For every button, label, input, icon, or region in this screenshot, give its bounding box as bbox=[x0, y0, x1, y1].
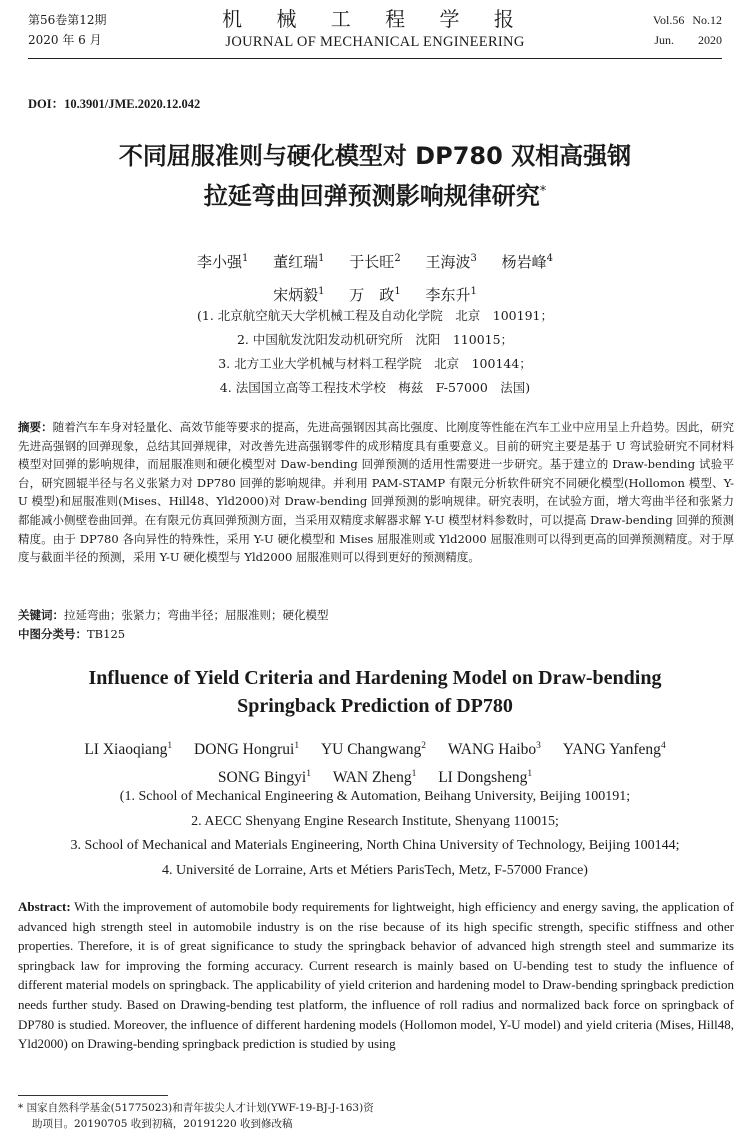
journal-name-en: JOURNAL OF MECHANICAL ENGINEERING bbox=[225, 34, 525, 50]
author-en: SONG Bingyi$^1$ bbox=[217, 769, 311, 787]
abstract-en-label: Abstract: bbox=[18, 899, 71, 914]
year-en: 2020 bbox=[698, 33, 722, 47]
author-en: LI Xiaoqiang$^1$ bbox=[84, 741, 173, 759]
title-en-line2: Springback Prediction of DP780 bbox=[237, 695, 513, 717]
month-en: Jun. bbox=[654, 33, 674, 47]
author-en: WAN Zheng$^1$ bbox=[332, 769, 417, 787]
author-cn: 万 政$^1$ bbox=[349, 286, 401, 304]
title-cn-line1: 不同屈服准则与硬化模型对 DP780 双相高强钢 bbox=[118, 142, 632, 170]
header-right bbox=[645, 10, 722, 50]
footnote-mark: * bbox=[18, 1102, 24, 1114]
title-footnote-mark: * bbox=[539, 184, 547, 199]
author-cn: 宋炳毅$^1$ bbox=[273, 286, 325, 304]
affiliation-cn: (1. 北京航空航天大学机械工程及自动化学院 北京 100191； bbox=[197, 308, 553, 323]
affiliation-en: 3. School of Mechanical and Materials Engineering, North China University of Technology, Beijing 100144; bbox=[70, 838, 680, 853]
affiliation-cn: 2. 中国航发沈阳发动机研究所 沈阳 110015； bbox=[236, 332, 514, 347]
author-en: WANG Haibo$^3$ bbox=[447, 741, 541, 759]
abstract-cn bbox=[18, 418, 734, 567]
author-en: YANG Yanfeng$^4$ bbox=[562, 741, 666, 759]
title-cn-line2: 拉延弯曲回弹预测影响规律研究 bbox=[203, 182, 540, 210]
title-en bbox=[0, 664, 750, 720]
classification-cn-label: 中图分类号： bbox=[18, 627, 87, 641]
classification-cn-text: TB125 bbox=[87, 627, 126, 641]
abstract-cn-label: 摘要： bbox=[18, 420, 53, 434]
author-en: YU Changwang$^2$ bbox=[320, 741, 427, 759]
classification-cn bbox=[18, 625, 734, 644]
volume-en: Vol.56 bbox=[652, 13, 685, 27]
keywords-cn bbox=[18, 606, 734, 625]
author-cn: 李东升$^1$ bbox=[425, 286, 477, 304]
footnote bbox=[18, 1100, 734, 1132]
authors-en bbox=[0, 734, 750, 790]
title-en-line1: Influence of Yield Criteria and Hardening Model on Draw-bending bbox=[88, 667, 662, 689]
authors-cn bbox=[0, 244, 750, 310]
volume-issue-cn: 第56卷第12期 bbox=[28, 13, 107, 27]
footnote-divider bbox=[18, 1095, 168, 1096]
keywords-cn-label: 关键词： bbox=[18, 608, 64, 622]
author-cn: 李小强$^1$ bbox=[196, 253, 249, 271]
author-cn: 于长旺$^2$ bbox=[349, 253, 401, 271]
affiliation-en: (1. School of Mechanical Engineering & Automation, Beihang University, Beijing 100191; bbox=[119, 789, 631, 804]
authors-en-row1 bbox=[0, 734, 750, 762]
affiliation-en: 4. Université de Lorraine, Arts et Métiers ParisTech, Metz, F-57000 France) bbox=[162, 862, 588, 878]
issue-en: No.12 bbox=[692, 13, 722, 27]
author-cn: 杨岩峰$^4$ bbox=[501, 253, 554, 271]
authors-cn-row1 bbox=[0, 244, 750, 277]
footnote-line1: 国家自然科学基金(51775023)和青年拔尖人才计划(YWF-19-BJ-J-163)资 bbox=[26, 1102, 374, 1114]
affiliations-en bbox=[0, 785, 750, 883]
journal-name-cn: 机 械 工 程 学 报 bbox=[222, 7, 528, 31]
keywords-cn-text: 拉延弯曲；张紧力；弯曲半径；屈服准则；硬化模型 bbox=[64, 608, 329, 622]
author-cn: 董红瑞$^1$ bbox=[273, 253, 325, 271]
author-en: DONG Hongrui$^1$ bbox=[194, 741, 300, 759]
abstract-en bbox=[18, 897, 734, 1054]
abstract-en-text: With the improvement of automobile body requirements for lightweight, high efficiency and energy saving, the application of advanced high strength steel in automobile industry is on the rise because of its high specific strength, specific stiffness and other properties. Therefore, it is of great significance to study the springback behavior of advanced high strength steel and summarize its springback law for improving the forming accuracy. Current research is mainly based on U-bending test to study the influence of different material models on springback. The applicability of yield criterion and hardening model to Draw-bending springback prediction needs further study. Based on Drawing-bending test platform, the influence of roll radius and normalized back force on springback of DP780 is studied. Moreover, the influence of different hardening models (Hollomon model, Y-U model) and yield criteria (Mises, Hill48, Yld2000) on Drawing-bending springback prediction is studied by using bbox=[18, 899, 734, 1052]
header-left bbox=[28, 10, 107, 50]
affiliations-cn bbox=[0, 304, 750, 400]
header-center bbox=[178, 6, 572, 52]
title-cn bbox=[0, 136, 750, 216]
journal-header bbox=[28, 6, 722, 59]
author-cn: 王海波$^3$ bbox=[425, 253, 477, 271]
author-en: LI Dongsheng$^1$ bbox=[438, 769, 533, 787]
abstract-cn-text: 随着汽车车身对轻量化、高效节能等要求的提高，先进高强钢因其高比强度、比刚度等性能在汽车工业中应用呈上升趋势。因此，研究先进高强钢的回弹现象，总结其回弹规律，对改善先进高强钢零件的成形精度具有重要意义。目前的研究主要是基于 U 弯试验研究不同材料模型对回弹的影响规律，而屈服准则和硬化模型对 Daw-bending 回弹预测的适用性需要进一步研究。基于建立的 Draw-bending 试验平台，研究圆辊半径与名义张紧力对 DP780 回弹的影响规律。并利用 PAM-STAMP 有限元分析软件研究不同硬化模型(Hollomon 模型、Y-U 模型)和屈服准则(Mises、Hill48、Yld2000)对 Draw-bending 回弹预测的影响规律。研究表明，在试验方面，增大弯曲半径和张紧力都能减小侧壁卷曲回弹。在有限元仿真回弹预测方面，当采用双精度求解器求解 Y-U 模型材料参数时，可以提高 Draw-bending 回弹的预测精度。由于 DP780 各向异性的特殊性，采用 Y-U 硬化模型和 Mises 屈服准则或 Yld2000 屈服准则可以得到更高的回弹预测精度。对于厚度与截面半径的预测，采用 Y-U 硬化模型与 Yld2000 屈服准则可以得到更好的预测精度。 bbox=[18, 420, 735, 565]
date-cn: 2020 年 6 月 bbox=[28, 33, 102, 47]
affiliation-en: 2. AECC Shenyang Engine Research Institute, Shenyang 110015; bbox=[191, 813, 559, 829]
footnote-line2: 助项目。20190705 收到初稿，20191220 收到修改稿 bbox=[32, 1118, 293, 1130]
affiliation-cn: 3. 北方工业大学机械与材料工程学院 北京 100144； bbox=[218, 356, 532, 371]
affiliation-cn: 4. 法国国立高等工程技术学校 梅兹 F-57000 法国) bbox=[219, 380, 531, 395]
doi: DOI：10.3901/JME.2020.12.042 bbox=[28, 97, 201, 111]
